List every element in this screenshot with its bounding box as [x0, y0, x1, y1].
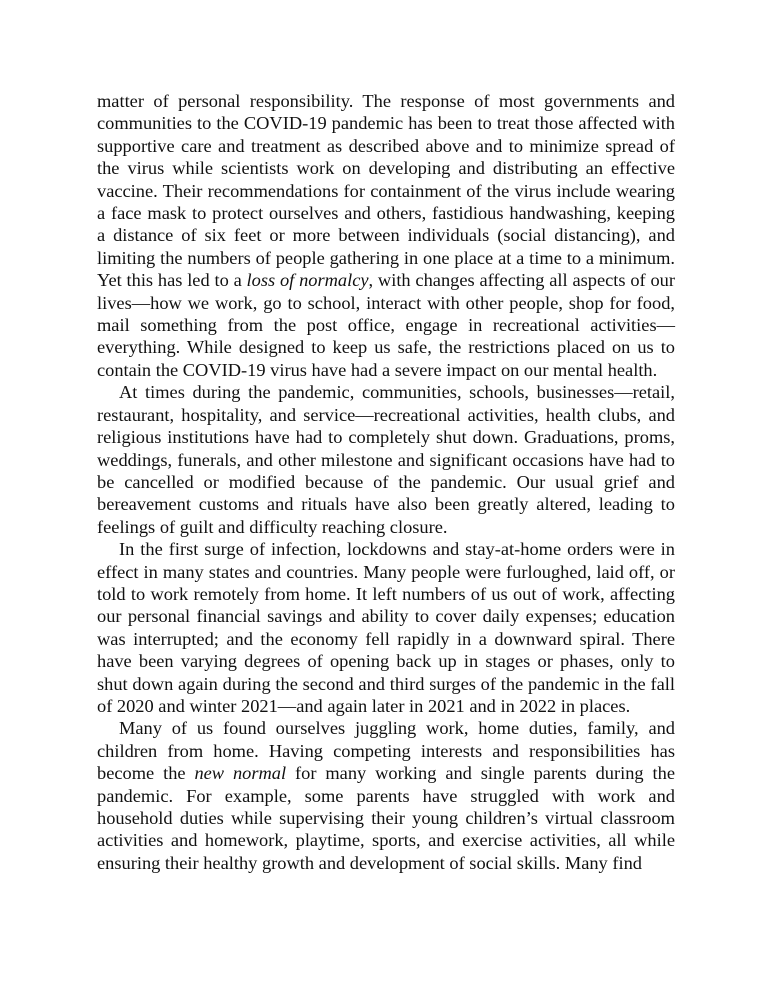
paragraph-2: [97, 381, 675, 538]
paragraph-4-text-b: for many working and single parents during the pandemic. For example, some parents have struggled with work and household duties while supervising their young children’s virtual classroom activities and homework, playtime, sports, and exercise activities, all while ensuring their healthy growth and development of social skills. Many find: [97, 763, 675, 873]
paragraph-1-emphasis: loss of normalcy: [246, 270, 369, 291]
paragraph-4-text-a: Many of us found ourselves juggling work, home duties, family, and children from home. Having competing interests and responsibilities has become the: [97, 718, 675, 784]
page-body: [97, 90, 675, 874]
paragraph-1: [97, 90, 675, 381]
paragraph-3: [97, 538, 675, 717]
paragraph-4-emphasis: new normal: [194, 763, 287, 784]
paragraph-3-text: In the first surge of infection, lockdowns and stay-at-home orders were in effect in many states and countries. Many people were furloughed, laid off, or told to work remotely from home. It left numbers of us out of work, affecting our personal financial savings and ability to cover daily expenses; education was interrupted; and the economy fell rapidly in a downward spiral. There have been varying degrees of opening back up in stages or phases, only to shut down again during the second and third surges of the pandemic in the fall of 2020 and winter 2021—and again later in 2021 and in 2022 in places.: [97, 539, 675, 716]
paragraph-1-text-b: , with changes affecting all aspects of our lives—how we work, go to school, interact with other people, shop for food, mail something from the post office, engage in recreational activities—everything. While designed to keep us safe, the restrictions placed on us to contain the COVID-19 virus have had a severe impact on our mental health.: [97, 270, 675, 380]
paragraph-2-text: At times during the pandemic, communities, schools, businesses—retail, restaurant, hospitality, and service—recreational activities, health clubs, and religious institutions have had to completely shut down. Graduations, proms, weddings, funerals, and other milestone and significant occasions have had to be cancelled or modified because of the pandemic. Our usual grief and bereavement customs and rituals have also been greatly altered, leading to feelings of guilt and difficulty reaching closure.: [97, 382, 675, 537]
paragraph-1-text-a: matter of personal responsibility. The response of most governments and communities to the COVID-19 pandemic has been to treat those affected with supportive care and treatment as described above and to minimize spread of the virus while scientists work on developing and distributing an effective vaccine. Their recommendations for containment of the virus include wearing a face mask to protect ourselves and others, fastidious handwashing, keeping a distance of six feet or more between individuals (social distancing), and limiting the numbers of people gathering in one place at a time to a minimum. Yet this has led to a: [97, 91, 675, 291]
paragraph-4: [97, 717, 675, 874]
